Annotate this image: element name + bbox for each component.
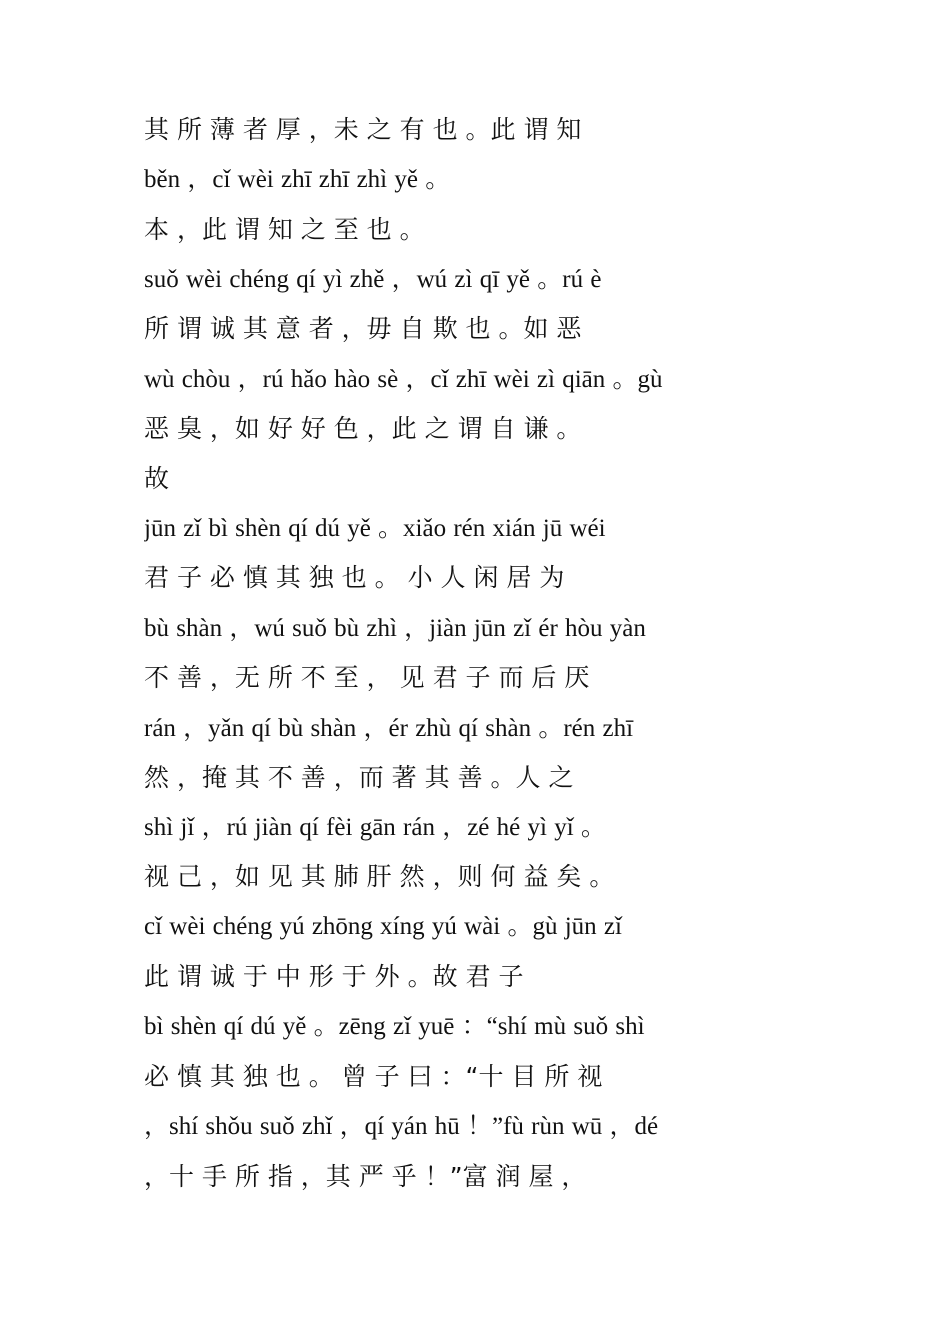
text-line-hanzi: 此 谓 诚 于 中 形 于 外 。故 君 子 [144, 962, 524, 991]
text-line-hanzi: 君 子 必 慎 其 独 也 。 小 人 闲 居 为 [144, 563, 565, 592]
text-line-hanzi: 必 慎 其 独 也 。 曾 子 曰 ：“十 目 所 视 [144, 1062, 603, 1091]
text-line-hanzi: 不 善 ，无 所 不 至 ， 见 君 子 而 后 厌 [144, 663, 590, 692]
text-line-pinyin: wù chòu ，rú hǎo hào sè ，cǐ zhī wèi zì qiān 。gù [144, 366, 663, 393]
text-line-pinyin: suǒ wèi chéng qí yì zhě ，wú zì qī yě 。rú è [144, 266, 602, 293]
text-line-hanzi: 所 谓 诚 其 意 者 ，毋 自 欺 也 。如 恶 [144, 314, 582, 343]
text-line-pinyin: jūn zǐ bì shèn qí dú yě 。xiǎo rén xián jū wéi [144, 515, 606, 542]
text-line-hanzi: 然 ，掩 其 不 善 ，而 著 其 善 。人 之 [144, 763, 574, 792]
text-line-hanzi: 故 [144, 464, 170, 493]
text-line-pinyin: cǐ wèi chéng yú zhōng xíng yú wài 。gù jūn zǐ [144, 913, 622, 940]
text-line-pinyin: ，shí shǒu suǒ zhǐ ，qí yán hū ！”fù rùn wū ，dé [144, 1113, 659, 1140]
text-line-hanzi: 其 所 薄 者 厚 ，未 之 有 也 。此 谓 知 [144, 115, 582, 144]
text-line-hanzi: 视 己 ，如 见 其 肺 肝 然 ，则 何 益 矣 。 [144, 862, 615, 891]
text-line-pinyin: bì shèn qí dú yě 。zēng zǐ yuē ：“shí mù suǒ shì [144, 1013, 645, 1040]
text-line-hanzi: ，十 手 所 指 ，其 严 乎 ！”富 润 屋 ， [144, 1162, 587, 1191]
text-line-pinyin: bù shàn ，wú suǒ bù zhì ，jiàn jūn zǐ ér hòu yàn [144, 615, 646, 642]
text-line-pinyin: shì jǐ ，rú jiàn qí fèi gān rán ，zé hé yì yǐ 。 [144, 814, 606, 841]
text-line-hanzi: 恶 臭 ，如 好 好 色 ，此 之 谓 自 谦 。 [144, 414, 582, 443]
text-line-pinyin: rán ，yǎn qí bù shàn ，ér zhù qí shàn 。rén zhī [144, 715, 634, 742]
text-line-pinyin: běn ，cǐ wèi zhī zhī zhì yě 。 [144, 166, 451, 193]
text-line-hanzi: 本 ，此 谓 知 之 至 也 。 [144, 215, 425, 244]
